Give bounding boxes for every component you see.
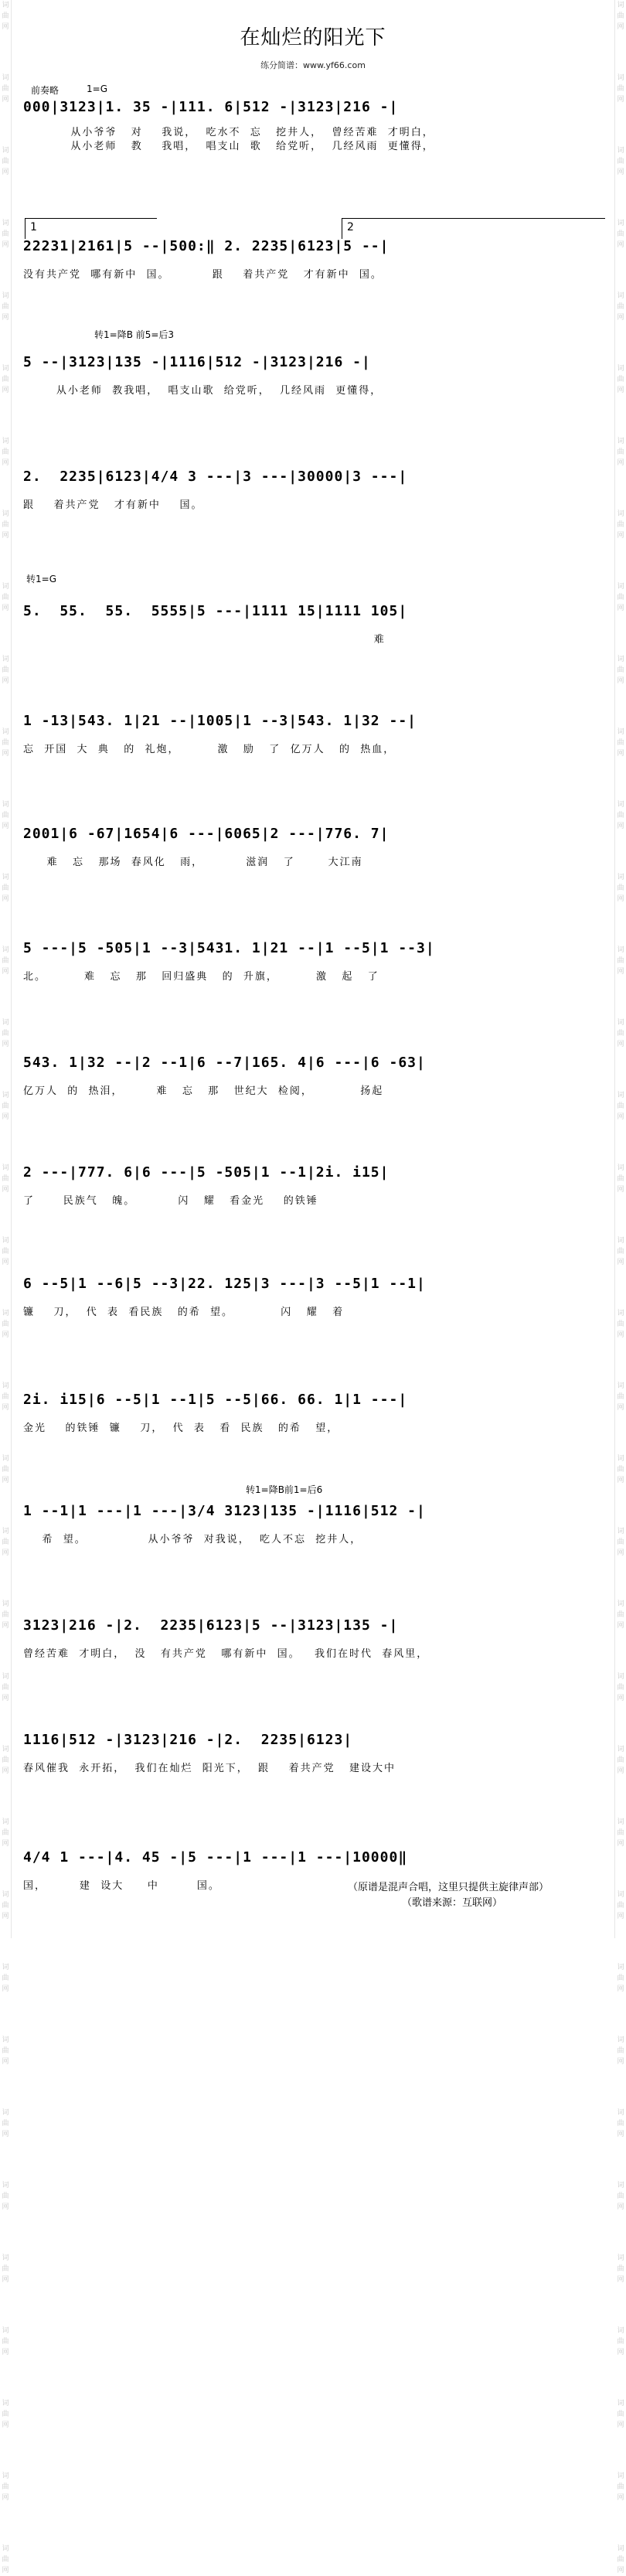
watermark-text: 词曲网 bbox=[617, 2472, 624, 2502]
watermark-text: 词曲网 bbox=[2, 1310, 9, 1339]
watermark-text: 词曲网 bbox=[617, 2, 624, 31]
modulation-mark: 转1=降B前1=后6 bbox=[246, 1484, 323, 1495]
watermark-text: 词曲网 bbox=[2, 801, 9, 830]
watermark-text: 词曲网 bbox=[617, 2545, 624, 2574]
watermark-text: 词曲网 bbox=[2, 1964, 9, 1993]
notation-line: 2. 2235|6123|4/4 3 ---|3 ---|30000|3 ---| bbox=[23, 469, 408, 485]
lyric-line: 春风催我 永开拓， 我们在灿烂 阳光下， 跟 着共产党 建设大中 bbox=[23, 1763, 396, 1774]
watermark-text: 词曲网 bbox=[2, 74, 9, 104]
watermark-text: 词曲网 bbox=[617, 728, 624, 758]
watermark-text: 词曲网 bbox=[2, 1673, 9, 1702]
watermark-text: 词曲网 bbox=[617, 1528, 624, 1557]
watermark-text: 词曲网 bbox=[617, 510, 624, 540]
watermark-text: 词曲网 bbox=[2, 1237, 9, 1266]
lyric-line: 国， 建 设大 中 国。 bbox=[23, 1880, 220, 1892]
watermark-text: 词曲网 bbox=[617, 2400, 624, 2429]
watermark-text: 词曲网 bbox=[2, 2400, 9, 2429]
watermark-text: 词曲网 bbox=[617, 1673, 624, 1702]
watermark-text: 词曲网 bbox=[617, 2327, 624, 2356]
watermark-text: 词曲网 bbox=[617, 2036, 624, 2066]
notation-line: 1 --1|1 ---|1 ---|3/4 3123|135 -|1116|512 -| bbox=[23, 1503, 426, 1519]
watermark-text: 词曲网 bbox=[2, 1455, 9, 1484]
first-ending-bracket bbox=[25, 218, 157, 239]
lyric-line: 忘 开国 大 典 的 礼炮， 激 励 了 亿万人 的 热血， bbox=[23, 744, 396, 755]
watermark-text: 词曲网 bbox=[617, 2109, 624, 2138]
watermark-text: 词曲网 bbox=[2, 292, 9, 322]
modulation-mark: 转1=降B 前5=后3 bbox=[94, 329, 175, 340]
watermark-text: 词曲网 bbox=[2, 365, 9, 394]
notation-line: 000|3123|1. 35 -|111. 6|512 -|3123|216 -| bbox=[23, 99, 399, 115]
footer-source: （歌谱来源：互联网） bbox=[402, 1897, 503, 1909]
watermark-text: 词曲网 bbox=[617, 1818, 624, 1848]
watermark-text: 词曲网 bbox=[2, 1891, 9, 1920]
lyric-line: 亿万人 的 热泪， 难 忘 那 世纪大 检阅， 扬起 bbox=[23, 1085, 384, 1097]
watermark-text: 词曲网 bbox=[617, 1237, 624, 1266]
notation-line: 1116|512 -|3123|216 -|2. 2235|6123| bbox=[23, 1732, 353, 1748]
watermark-text: 词曲网 bbox=[2, 2182, 9, 2211]
song-title: 在灿烂的阳光下 bbox=[240, 26, 386, 49]
watermark-text: 词曲网 bbox=[2, 2472, 9, 2502]
notation-line: 4/4 1 ---|4. 45 -|5 ---|1 ---|1 ---|10000‖ bbox=[23, 1849, 408, 1866]
watermark-text: 词曲网 bbox=[617, 1092, 624, 1121]
watermark-text: 词曲网 bbox=[2, 2545, 9, 2574]
intro-label: 前奏略 bbox=[31, 85, 60, 96]
notation-line: 5 --|3123|135 -|1116|512 -|3123|216 -| bbox=[23, 354, 371, 370]
lyric-line: 希 望。 从小爷爷 对我说， 吃人不忘 挖井人， bbox=[23, 1534, 362, 1545]
watermark-text: 词曲网 bbox=[617, 1019, 624, 1048]
watermark-text: 词曲网 bbox=[617, 874, 624, 903]
watermark-text: 词曲网 bbox=[2, 1528, 9, 1557]
first-ending-number: 1 bbox=[30, 221, 37, 233]
lyric-line: 没有共产党 哪有新中 国。 跟 着共产党 才有新中 国。 bbox=[23, 269, 383, 281]
watermark-text: 词曲网 bbox=[2, 510, 9, 540]
watermark-text: 词曲网 bbox=[617, 2254, 624, 2284]
notation-line: 22231|2161|5 --|500:‖ 2. 2235|6123|5 --| bbox=[23, 238, 390, 254]
watermark-text: 词曲网 bbox=[2, 1818, 9, 1848]
watermark-text: 词曲网 bbox=[617, 946, 624, 976]
notation-line: 2001|6 -67|1654|6 ---|6065|2 ---|776. 7| bbox=[23, 826, 390, 842]
watermark-text: 词曲网 bbox=[617, 1382, 624, 1412]
watermark-text: 词曲网 bbox=[2, 946, 9, 976]
watermark-text: 词曲网 bbox=[617, 583, 624, 612]
notation-line: 2i. i15|6 --5|1 --1|5 --5|66. 66. 1|1 ---| bbox=[23, 1392, 408, 1408]
watermark-text: 词曲网 bbox=[2, 656, 9, 685]
lyric-line: 跟 着共产党 才有新中 国。 bbox=[23, 499, 203, 511]
notation-line: 3123|216 -|2. 2235|6123|5 --|3123|135 -| bbox=[23, 1617, 399, 1634]
lyric-line: 从小老师 教我唱， 唱支山歌 给党听， 几经风雨 更懂得， bbox=[23, 385, 383, 397]
watermark-text: 词曲网 bbox=[2, 2327, 9, 2356]
second-ending-number: 2 bbox=[347, 221, 354, 233]
watermark-text: 词曲网 bbox=[2, 2, 9, 31]
watermark-text: 词曲网 bbox=[617, 220, 624, 249]
watermark-text: 词曲网 bbox=[617, 147, 624, 176]
notation-line: 2 ---|777. 6|6 ---|5 -505|1 --1|2i. i15| bbox=[23, 1164, 390, 1181]
right-watermark-strip bbox=[614, 0, 626, 2574]
lyric-line: 曾经苦难 才明白， 没 有共产党 哪有新中 国。 我们在时代 春风里， bbox=[23, 1648, 429, 1660]
notation-line: 1 -13|543. 1|21 --|1005|1 --3|543. 1|32 --| bbox=[23, 713, 417, 729]
watermark-text: 词曲网 bbox=[617, 801, 624, 830]
lyric-line: 北。 难 忘 那 回归盛典 的 升旗， 激 起 了 bbox=[23, 971, 379, 983]
watermark-text: 词曲网 bbox=[2, 147, 9, 176]
watermark-text: 词曲网 bbox=[617, 292, 624, 322]
watermark-text: 词曲网 bbox=[2, 1164, 9, 1194]
watermark-text: 词曲网 bbox=[617, 74, 624, 104]
lyric-line: 难 bbox=[23, 634, 386, 646]
watermark-text: 词曲网 bbox=[2, 220, 9, 249]
watermark-text: 词曲网 bbox=[617, 1746, 624, 1775]
watermark-text: 词曲网 bbox=[617, 2182, 624, 2211]
watermark-text: 词曲网 bbox=[2, 874, 9, 903]
watermark-text: 词曲网 bbox=[2, 438, 9, 467]
watermark-text: 词曲网 bbox=[617, 365, 624, 394]
notation-line: 6 --5|1 --6|5 --3|22. 125|3 ---|3 --5|1 --1| bbox=[23, 1276, 426, 1292]
watermark-text: 词曲网 bbox=[617, 656, 624, 685]
lyric-line: 金光 的铁锤 镰 刀， 代 表 看 民族 的希 望， bbox=[23, 1423, 339, 1434]
watermark-text: 词曲网 bbox=[2, 2254, 9, 2284]
left-watermark-strip bbox=[0, 0, 12, 2574]
watermark-text: 词曲网 bbox=[2, 1746, 9, 1775]
key-signature: 1=G bbox=[87, 83, 107, 94]
modulation-mark: 转1=G bbox=[26, 574, 56, 584]
lyric-line: 难 忘 那场 春风化 雨， 滋润 了 大江南 bbox=[23, 857, 363, 868]
watermark-text: 词曲网 bbox=[2, 2036, 9, 2066]
watermark-text: 词曲网 bbox=[2, 1600, 9, 1630]
watermark-text: 词曲网 bbox=[2, 1092, 9, 1121]
watermark-text: 词曲网 bbox=[2, 1382, 9, 1412]
watermark-text: 词曲网 bbox=[617, 1891, 624, 1920]
watermark-text: 词曲网 bbox=[617, 1455, 624, 1484]
notation-line: 5 ---|5 -505|1 --3|5431. 1|21 --|1 --5|1 --3| bbox=[23, 940, 435, 956]
lyric-line: 从小老师 教 我唱， 唱支山 歌 给党听， 几经风雨 更懂得， bbox=[23, 141, 434, 152]
lyric-line: 镰 刀， 代 表 看民族 的希 望。 闪 耀 着 bbox=[23, 1307, 345, 1318]
watermark-text: 词曲网 bbox=[617, 438, 624, 467]
source-line: 练分简谱：www.yf66.com bbox=[260, 60, 366, 70]
notation-line: 543. 1|32 --|2 --1|6 --7|165. 4|6 ---|6 -63| bbox=[23, 1055, 426, 1071]
watermark-text: 词曲网 bbox=[2, 728, 9, 758]
lyric-line: 从小爷爷 对 我说， 吃水不 忘 挖井人， 曾经苦难 才明白， bbox=[23, 127, 434, 138]
lyric-line: 了 民族气 魄。 闪 耀 看金光 的铁锤 bbox=[23, 1195, 318, 1207]
watermark-text: 词曲网 bbox=[2, 1019, 9, 1048]
watermark-text: 词曲网 bbox=[2, 2109, 9, 2138]
watermark-text: 词曲网 bbox=[617, 1164, 624, 1194]
watermark-text: 词曲网 bbox=[617, 1964, 624, 1993]
second-ending-bracket bbox=[342, 218, 605, 239]
watermark-text: 词曲网 bbox=[617, 1310, 624, 1339]
footer-note: （原谱是混声合唱，这里只提供主旋律声部） bbox=[348, 1882, 549, 1893]
watermark-text: 词曲网 bbox=[2, 583, 9, 612]
watermark-text: 词曲网 bbox=[617, 1600, 624, 1630]
notation-line: 5. 55. 55. 5555|5 ---|1111 15|1111 105| bbox=[23, 603, 408, 619]
